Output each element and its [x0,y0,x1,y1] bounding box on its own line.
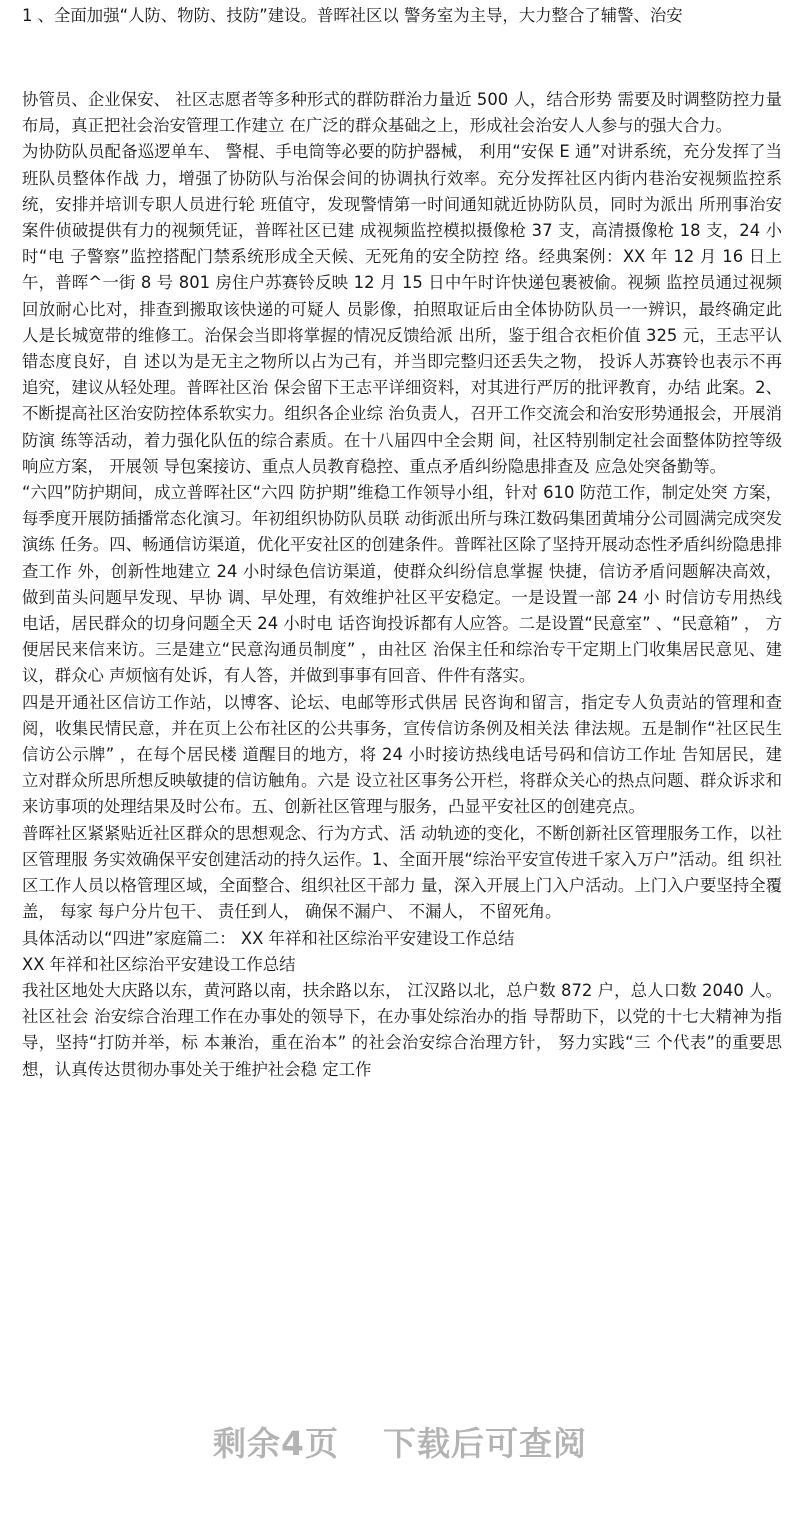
paragraph: 普晖社区紧紧贴近社区群众的思想观念、行为方式、活 动轨迹的变化，不断创新社区管理服务工作，以社区管理服 务实效确保平安创建活动的持久运作。1、全面开展“综治平安宣传进千家入万户”活动。组 织社区工作人员以格管理区域，全面整合、组织社区干部力 量，深入开展上门入户活动。上门入户要坚持全覆盖， 每家 每户分片包干、 责任到人， 确保不漏户、 不漏人， 不留死角。 [22,823,782,922]
paragraph-list [22,87,782,1083]
section-heading: 具体活动以“四进”家庭篇二： XX 年祥和社区综治平安建设工作总结 [22,928,515,948]
document-body [22,0,782,1083]
first-line: 1 、全面加强“人防、物防、技防”建设。普晖社区以 警务室为主导，大力整合了辅警、治安 [22,6,683,25]
remaining-pages-label: 剩余4页 [213,1424,339,1463]
paragraph: 为协防队员配备巡逻单车、 警棍、手电筒等必要的防护器械， 利用“安保 E 通”对讲系统，充分发挥了当班队员整体作战 力，增强了协防队与治保会间的协调执行效率。充分发挥社区内街内巷治安视频监控系统，安排并培训专职人员进行轮 班值守，发现警情第一时间通知就近协防队员，同时为派出 所刑事治安案件侦破提供有力的视频凭证，普晖社区已建 成视频监控模拟摄像枪 37 支，高清摄像枪 18 支，24 小时“电 子警察”监控搭配门禁系统形成全天候、无死角的安全防控 络。经典案例：XX 年 12 月 16 日上午，普晖^一街 8 号 801 房住户苏赛铃反映 12 月 15 日中午时许快递包裹被偷。视频 监控员通过视频回放耐心比对，排查到搬取该快递的可疑人 员影像，拍照取证后由全体协防队员一一辨识，最终确定此 人是长城宽带的维修工。治保会当即将掌握的情况反馈给派 出所，鉴于组合衣柜价值 325 元，王志平认错态度良好，自 述以为是无主之物所以占为己有，并当即完整归还丢失之物， 投诉人苏赛铃也表示不再追究，建议从轻处理。普晖社区治 保会留下王志平详细资料，对其进行严厉的批评教育，办结 此案。2、不断提高社区治安防控体系软实力。组织各企业综 治负责人，召开工作交流会和治安形势通报会，开展消防演 练等活动，着力强化队伍的综合素质。在十八届四中全会期 间，社区特别制定社会面整体防控等级响应方案， 开展领 导包案接访、重点人员教育稳控、重点矛盾纠纷隐患排查及 应急处突备勤等。 [22,142,782,476]
paragraph: 我社区地处大庆路以东，黄河路以南，扶余路以东， 江汉路以北，总户数 872 户，总人口数 2040 人。社区社会 治安综合治理工作在办事处的领导下，在办事处综治办的指 导帮助下，以党的十七大精神为指导，坚持“打防并举，标 本兼治，重在治本” 的社会治安综合治理方针， 努力实践“三 个代表”的重要思想，认真传达贯彻办事处关于维护社会稳 定工作 [22,980,782,1079]
blank-gap [22,29,782,87]
paragraph: “六四”防护期间，成立普晖社区“六四 防护期”维稳工作领导小组，针对 610 防范工作，制定处突 方案，每季度开展防插播常态化演习。年初组织协防队员联 动街派出所与珠江数码集团黄埔分公司圆满完成突发演练 任务。四、畅通信访渠道，优化平安社区的创建条件。普晖社区除了坚持开展动态性矛盾纠纷隐患排查工作 外，创新性地建立 24 小时绿色信访渠道，使群众纠纷信息掌握 快捷，信访矛盾问题解决高效，做到苗头问题早发现、早协 调、早处理，有效维护社区平安稳定。一是设置一部 24 小 时信访专用热线电话，居民群众的切身问题全天 24 小时电 话咨询投诉都有人应答。二是设置“民意室” 、“民意箱” ， 方便居民来信来访。三是建立“民意沟通员制度” ，由社区 治保主任和综治专干定期上门收集居民意见、建议，群众心 声烦恼有处诉，有人答，并做到事事有回音、件件有落实。 [22,483,782,686]
document-title: XX 年祥和社区综治平安建设工作总结 [22,954,296,974]
download-prompt[interactable] [0,1418,800,1465]
paragraph: 协管员、企业保安、 社区志愿者等多种形式的群防群治力量近 500 人，结合形势 需要及时调整防控力量布局，真正把社会治安管理工作建立 在广泛的群众基础之上，形成社会治安人人参与的强大合力。 [22,90,782,136]
paragraph: 四是开通社区信访工作站，以博客、论坛、电邮等形式供居 民咨询和留言，指定专人负责站的管理和查阅，收集民情民意，并在页上公布社区的公共事务，宣传信访条例及相关法 律法规。五是制作“社区民生信访公示牌” ，在每个居民楼 道醒目的地方，将 24 小时接访热线电话号码和信访工作址 告知居民，建立对群众所思所想反映敏捷的信访触角。六是 设立社区事务公开栏，将群众关心的热点问题、群众诉求和 来访事项的处理结果及时公布。五、创新社区管理与服务，凸显平安社区的创建亮点。 [22,692,782,817]
download-to-view-label: 下载后可查阅 [382,1424,587,1463]
